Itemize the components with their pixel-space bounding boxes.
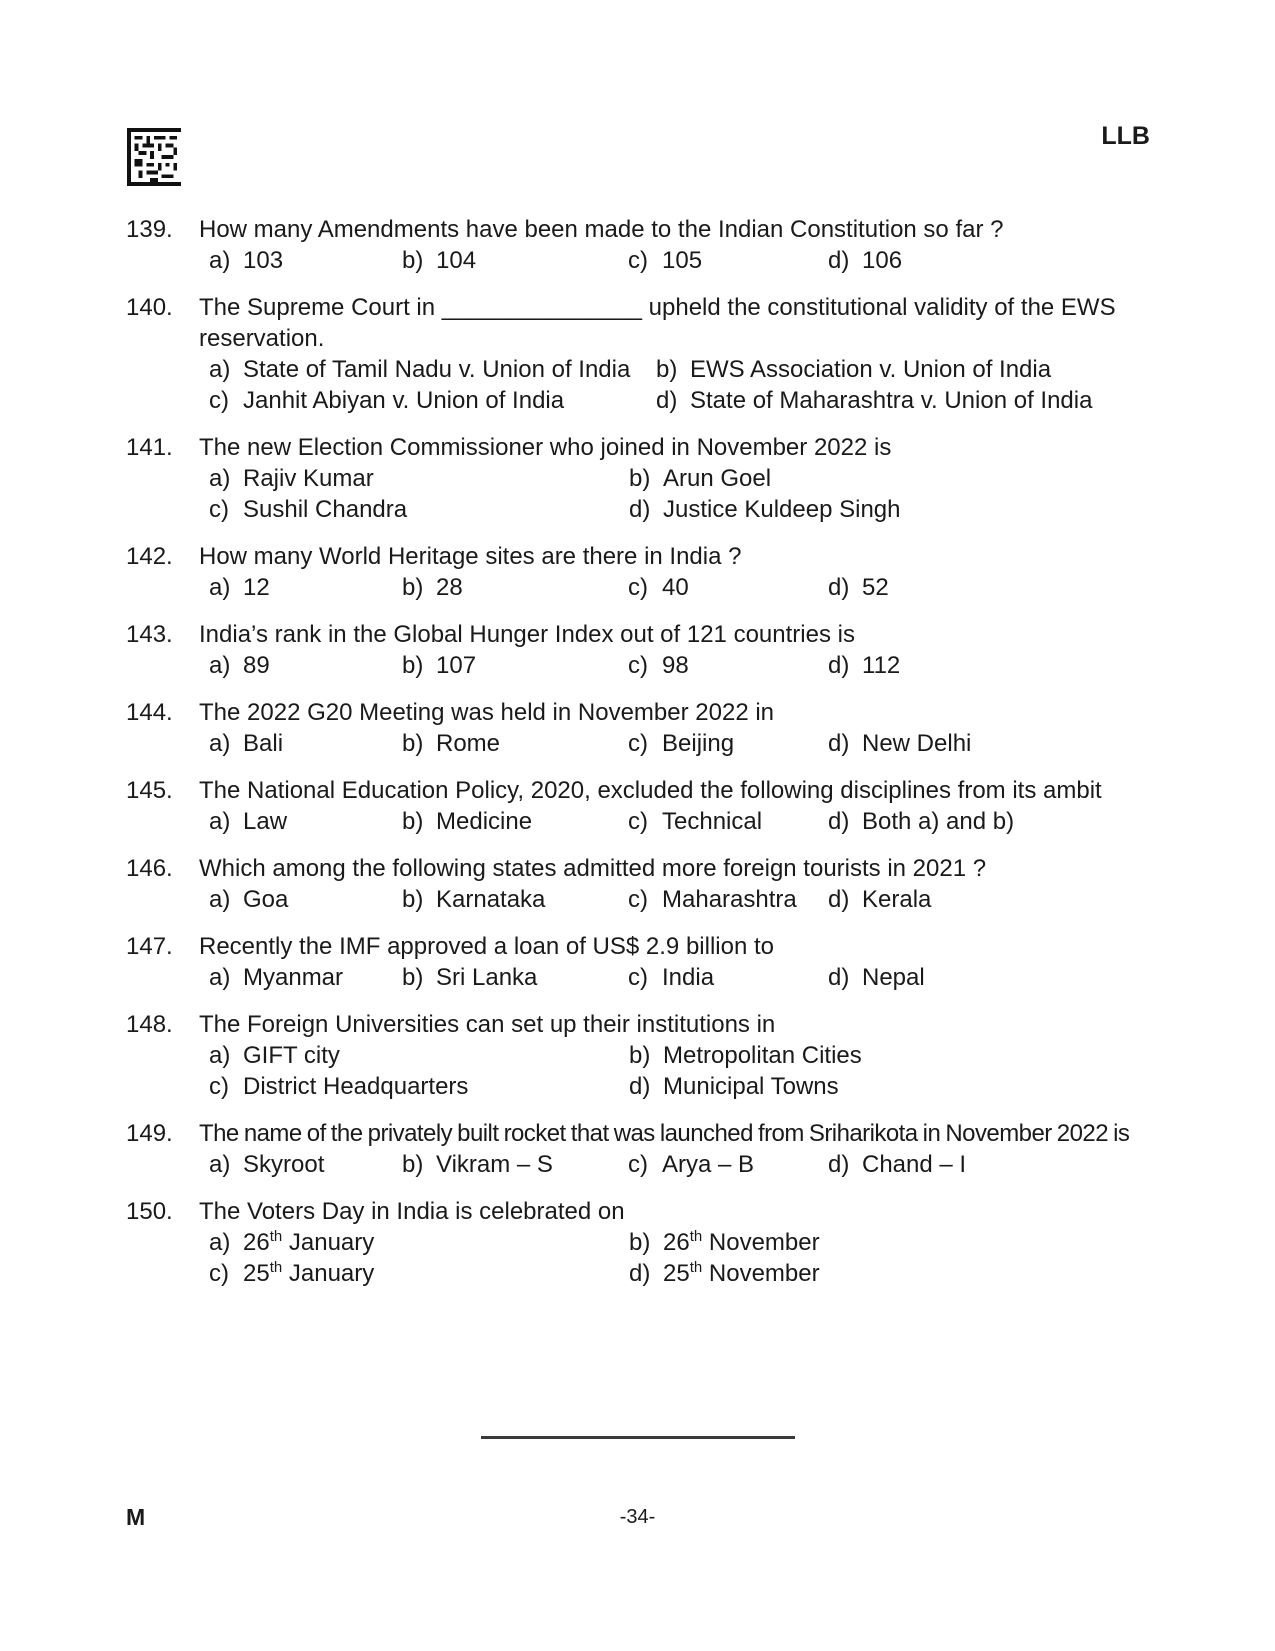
option-b xyxy=(402,245,628,276)
question-number: 141. xyxy=(126,434,173,461)
set-code: M xyxy=(126,1504,146,1530)
question-text: How many World Heritage sites are there in India ? xyxy=(199,543,742,570)
option-label: d) xyxy=(828,652,850,679)
option-label: b) xyxy=(402,247,424,274)
option-text: Municipal Towns xyxy=(663,1073,839,1100)
option-text: Rajiv Kumar xyxy=(243,465,374,492)
option-text: Rome xyxy=(436,730,501,757)
question-text: The Supreme Court in _______________ upheld the constitutional validity of the EWS reservation. xyxy=(199,294,1116,352)
option-c xyxy=(628,806,828,837)
option-text: Kerala xyxy=(862,886,932,913)
option-text: 89 xyxy=(243,652,270,679)
option-text: District Headquarters xyxy=(243,1073,469,1100)
option-c xyxy=(628,1149,828,1180)
option-text: Janhit Abiyan v. Union of India xyxy=(243,387,565,414)
option-b xyxy=(629,1040,1138,1071)
question-item xyxy=(126,775,1138,837)
option-label: a) xyxy=(209,1042,231,1069)
option-text: Metropolitan Cities xyxy=(663,1042,862,1069)
option-label: a) xyxy=(209,1229,231,1256)
option-text: January xyxy=(288,1229,375,1256)
option-label: c) xyxy=(209,387,229,414)
option-ordinal: 26 xyxy=(243,1229,270,1256)
question-number: 146. xyxy=(126,855,173,882)
option-b xyxy=(402,962,628,993)
exam-code: LLB xyxy=(1101,122,1150,150)
option-label: d) xyxy=(629,1260,651,1287)
option-label: d) xyxy=(828,886,850,913)
option-d xyxy=(828,806,1138,837)
option-a xyxy=(209,572,402,603)
option-c xyxy=(628,650,828,681)
option-c xyxy=(628,245,828,276)
question-text: How many Amendments have been made to the Indian Constitution so far ? xyxy=(199,216,1004,243)
question-text: The Voters Day in India is celebrated on xyxy=(199,1198,625,1225)
option-c xyxy=(628,728,828,759)
question-item xyxy=(126,931,1138,993)
question-item xyxy=(126,1196,1138,1289)
option-text: Sri Lanka xyxy=(436,964,538,991)
option-d xyxy=(828,962,1138,993)
option-text: Goa xyxy=(243,886,289,913)
option-label: d) xyxy=(828,730,850,757)
option-label: d) xyxy=(828,1151,850,1178)
option-label: d) xyxy=(828,574,850,601)
option-label: a) xyxy=(209,574,231,601)
question-item xyxy=(126,214,1138,276)
option-text: Sushil Chandra xyxy=(243,496,408,523)
option-b xyxy=(402,650,628,681)
option-text: Karnataka xyxy=(436,886,546,913)
option-c xyxy=(628,884,828,915)
option-text: Bali xyxy=(243,730,284,757)
question-item xyxy=(126,619,1138,681)
option-a xyxy=(209,806,402,837)
option-label: a) xyxy=(209,465,231,492)
option-b xyxy=(629,1227,1138,1258)
option-text: 112 xyxy=(862,652,901,679)
option-label: a) xyxy=(209,652,231,679)
option-label: c) xyxy=(628,886,648,913)
option-c xyxy=(209,1258,629,1289)
option-text: Myanmar xyxy=(243,964,344,991)
option-b xyxy=(629,463,1138,494)
option-text: 28 xyxy=(436,574,463,601)
question-text: India’s rank in the Global Hunger Index out of 121 countries is xyxy=(199,621,855,648)
option-c xyxy=(209,385,656,416)
option-label: a) xyxy=(209,730,231,757)
option-label: b) xyxy=(629,1229,651,1256)
option-label: b) xyxy=(656,356,678,383)
question-number: 140. xyxy=(126,294,173,321)
option-label: a) xyxy=(209,247,231,274)
option-b xyxy=(402,884,628,915)
option-a xyxy=(209,245,402,276)
question-number: 144. xyxy=(126,699,173,726)
option-label: c) xyxy=(628,730,648,757)
option-a xyxy=(209,1227,629,1258)
option-a xyxy=(209,884,402,915)
option-ordinal: 25 xyxy=(663,1260,690,1287)
option-text: 40 xyxy=(662,574,689,601)
option-label: a) xyxy=(209,964,231,991)
option-text: 104 xyxy=(436,247,477,274)
question-number: 143. xyxy=(126,621,173,648)
option-text: Both a) and b) xyxy=(862,808,1015,835)
question-text: The new Election Commissioner who joined in November 2022 is xyxy=(199,434,892,461)
question-item xyxy=(126,697,1138,759)
question-number: 147. xyxy=(126,933,173,960)
option-d xyxy=(629,1071,1138,1102)
option-a xyxy=(209,1040,629,1071)
option-text: January xyxy=(288,1260,375,1287)
option-d xyxy=(629,1258,1138,1289)
question-item xyxy=(126,1009,1138,1102)
ordinal-suffix: th xyxy=(689,1228,703,1245)
option-c xyxy=(209,494,629,525)
option-text: Arun Goel xyxy=(663,465,772,492)
option-label: a) xyxy=(209,808,231,835)
option-label: a) xyxy=(209,886,231,913)
question-item xyxy=(126,292,1138,416)
option-d xyxy=(828,572,1138,603)
option-label: d) xyxy=(828,964,850,991)
option-a xyxy=(209,962,402,993)
option-d xyxy=(828,728,1138,759)
option-label: b) xyxy=(629,465,651,492)
option-label: a) xyxy=(209,356,231,383)
option-label: a) xyxy=(209,1151,231,1178)
option-b xyxy=(402,572,628,603)
option-text: India xyxy=(662,964,715,991)
option-label: b) xyxy=(402,964,424,991)
question-text: The 2022 G20 Meeting was held in November 2022 in xyxy=(199,699,775,726)
option-label: c) xyxy=(209,1073,229,1100)
option-text: Arya – B xyxy=(662,1151,755,1178)
question-text: Recently the IMF approved a loan of US$ 2.9 billion to xyxy=(199,933,774,960)
option-d xyxy=(828,884,1138,915)
option-d xyxy=(656,385,1138,416)
option-d xyxy=(828,650,1138,681)
option-text: 98 xyxy=(662,652,689,679)
question-number: 149. xyxy=(126,1120,173,1147)
option-c xyxy=(628,962,828,993)
option-ordinal: 26 xyxy=(663,1229,690,1256)
option-text: Maharashtra xyxy=(662,886,797,913)
page-number: -34- xyxy=(619,1506,656,1528)
option-label: d) xyxy=(656,387,678,414)
option-text: Technical xyxy=(662,808,763,835)
end-divider xyxy=(481,1436,795,1439)
option-label: c) xyxy=(628,808,648,835)
option-text: 103 xyxy=(243,247,284,274)
ordinal-suffix: th xyxy=(269,1228,283,1245)
option-text: State of Maharashtra v. Union of India xyxy=(690,387,1093,414)
option-label: c) xyxy=(628,652,648,679)
option-d xyxy=(629,494,1138,525)
option-text: 105 xyxy=(662,247,703,274)
option-b xyxy=(402,728,628,759)
option-label: d) xyxy=(629,496,651,523)
option-b xyxy=(402,1149,628,1180)
option-label: c) xyxy=(209,1260,229,1287)
option-label: c) xyxy=(628,1151,648,1178)
option-ordinal: 25 xyxy=(243,1260,270,1287)
option-text: 107 xyxy=(436,652,477,679)
option-a xyxy=(209,650,402,681)
option-label: b) xyxy=(402,574,424,601)
barcode-image xyxy=(127,128,181,186)
option-d xyxy=(828,245,1138,276)
question-list xyxy=(126,214,1138,1305)
option-text: 106 xyxy=(862,247,903,274)
question-text: Which among the following states admitted more foreign tourists in 2021 ? xyxy=(199,855,987,882)
option-label: b) xyxy=(402,886,424,913)
option-text: Skyroot xyxy=(243,1151,325,1178)
ordinal-suffix: th xyxy=(689,1259,703,1276)
question-text: The National Education Policy, 2020, excluded the following disciplines from its ambit xyxy=(199,777,1102,804)
question-item xyxy=(126,1118,1138,1180)
option-label: c) xyxy=(628,247,648,274)
option-text: Chand – I xyxy=(862,1151,967,1178)
option-a xyxy=(209,354,656,385)
option-text: November xyxy=(708,1260,820,1287)
question-number: 142. xyxy=(126,543,173,570)
option-label: b) xyxy=(402,808,424,835)
option-text: Law xyxy=(243,808,288,835)
option-text: Justice Kuldeep Singh xyxy=(663,496,901,523)
option-c xyxy=(209,1071,629,1102)
option-label: d) xyxy=(629,1073,651,1100)
option-text: November xyxy=(708,1229,820,1256)
ordinal-suffix: th xyxy=(269,1259,283,1276)
option-b xyxy=(402,806,628,837)
question-item xyxy=(126,541,1138,603)
question-number: 148. xyxy=(126,1011,173,1038)
question-text: The name of the privately built rocket that was launched from Sriharikota in November 2022 is xyxy=(199,1120,1130,1147)
option-label: c) xyxy=(628,574,648,601)
question-number: 150. xyxy=(126,1198,173,1225)
option-text: GIFT city xyxy=(243,1042,340,1069)
option-text: Nepal xyxy=(862,964,925,991)
option-text: Vikram – S xyxy=(436,1151,553,1178)
option-text: EWS Association v. Union of India xyxy=(690,356,1052,383)
option-text: 12 xyxy=(243,574,270,601)
option-label: d) xyxy=(828,808,850,835)
option-d xyxy=(828,1149,1138,1180)
option-b xyxy=(656,354,1138,385)
option-label: b) xyxy=(402,652,424,679)
option-label: c) xyxy=(209,496,229,523)
option-a xyxy=(209,728,402,759)
option-text: Beijing xyxy=(662,730,735,757)
question-item xyxy=(126,853,1138,915)
option-text: State of Tamil Nadu v. Union of India xyxy=(243,356,631,383)
option-c xyxy=(628,572,828,603)
option-label: c) xyxy=(628,964,648,991)
option-text: Medicine xyxy=(436,808,533,835)
option-text: New Delhi xyxy=(862,730,972,757)
option-label: b) xyxy=(402,1151,424,1178)
question-number: 145. xyxy=(126,777,173,804)
option-label: b) xyxy=(629,1042,651,1069)
question-text: The Foreign Universities can set up their institutions in xyxy=(199,1011,776,1038)
option-label: b) xyxy=(402,730,424,757)
option-a xyxy=(209,463,629,494)
option-a xyxy=(209,1149,402,1180)
option-text: 52 xyxy=(862,574,889,601)
option-label: d) xyxy=(828,247,850,274)
question-item xyxy=(126,432,1138,525)
question-number: 139. xyxy=(126,216,173,243)
